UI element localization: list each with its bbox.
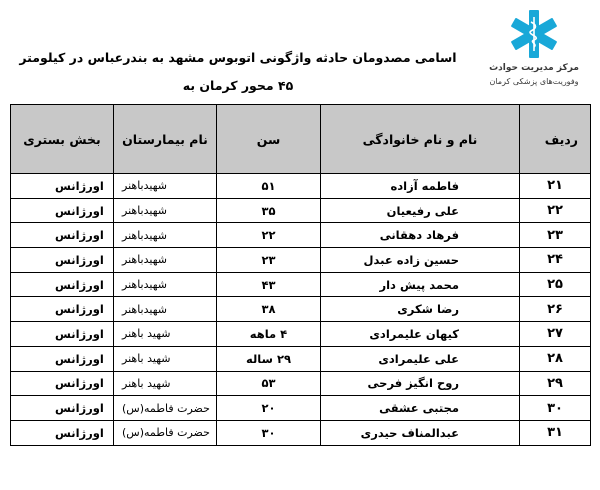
cell-hospital: شهیدباهنر (114, 272, 217, 297)
document-header (0, 0, 600, 104)
cell-age: ۴۳ (217, 272, 321, 297)
ems-logo (486, 8, 582, 100)
table-header-row (11, 105, 591, 174)
cell-department: اورژانس (11, 420, 114, 445)
cell-age: ۴ ماهه (217, 322, 321, 347)
cell-hospital: شهید باهنر (114, 322, 217, 347)
table-row (11, 223, 591, 248)
cell-name: مجتبی عشقی (321, 396, 520, 421)
cell-row-number: ۲۸ (520, 346, 591, 371)
logo-line-1: مرکز مدیریت حوادث (489, 63, 579, 73)
title-line-1: اسامی مصدومان حادثه واژگونی اتوبوس مشهد به بندرعباس در کیلومتر ۴۵ محور کرمان به (19, 50, 457, 93)
cell-name: علی علیمرادی (321, 346, 520, 371)
cell-hospital: شهیدباهنر (114, 248, 217, 273)
cell-age: ۲۳ (217, 248, 321, 273)
cell-department: اورژانس (11, 198, 114, 223)
table-row (11, 371, 591, 396)
cell-hospital: حضرت فاطمه(س) (114, 420, 217, 445)
table-row (11, 420, 591, 445)
cell-row-number: ۲۶ (520, 297, 591, 322)
column-header-hospital: نام بیمارستان (114, 105, 217, 174)
cell-age: ۳۵ (217, 198, 321, 223)
cell-row-number: ۳۰ (520, 396, 591, 421)
cell-age: ۲۹ ساله (217, 346, 321, 371)
cell-row-number: ۲۳ (520, 223, 591, 248)
table-body (11, 174, 591, 446)
injured-list-table (10, 104, 591, 446)
cell-age: ۳۰ (217, 420, 321, 445)
cell-name: علی رفیعیان (321, 198, 520, 223)
table-row (11, 272, 591, 297)
cell-name: فرهاد دهقانی (321, 223, 520, 248)
cell-hospital: شهیدباهنر (114, 223, 217, 248)
cell-name: کیهان علیمرادی (321, 322, 520, 347)
column-header-row-number: ردیف (520, 105, 591, 174)
star-of-life-icon (508, 8, 560, 60)
column-header-age: سن (217, 105, 321, 174)
cell-age: ۵۱ (217, 174, 321, 199)
cell-department: اورژانس (11, 248, 114, 273)
cell-age: ۲۲ (217, 223, 321, 248)
column-header-department: بخش بستری (11, 105, 114, 174)
cell-row-number: ۲۷ (520, 322, 591, 347)
cell-department: اورژانس (11, 322, 114, 347)
table-row (11, 174, 591, 199)
cell-row-number: ۲۲ (520, 198, 591, 223)
cell-row-number: ۳۱ (520, 420, 591, 445)
cell-department: اورژانس (11, 346, 114, 371)
cell-row-number: ۲۹ (520, 371, 591, 396)
cell-hospital: شهید باهنر (114, 346, 217, 371)
cell-row-number: ۲۵ (520, 272, 591, 297)
cell-hospital: شهیدباهنر (114, 174, 217, 199)
cell-name: روح انگیز فرحی (321, 371, 520, 396)
cell-department: اورژانس (11, 396, 114, 421)
logo-line-2: وفوریت‌های پزشکی کرمان (489, 77, 579, 86)
table-row (11, 396, 591, 421)
cell-name: محمد پیش دار (321, 272, 520, 297)
cell-department: اورژانس (11, 272, 114, 297)
cell-age: ۵۳ (217, 371, 321, 396)
cell-name: حسین زاده عبدل (321, 248, 520, 273)
cell-name: فاطمه آزاده (321, 174, 520, 199)
cell-department: اورژانس (11, 297, 114, 322)
table-row (11, 297, 591, 322)
table-row (11, 346, 591, 371)
cell-department: اورژانس (11, 223, 114, 248)
cell-department: اورژانس (11, 174, 114, 199)
cell-name: رضا شکری (321, 297, 520, 322)
cell-row-number: ۲۱ (520, 174, 591, 199)
table-row (11, 322, 591, 347)
cell-name: عبدالمناف حیدری (321, 420, 520, 445)
cell-hospital: شهید باهنر (114, 371, 217, 396)
cell-department: اورژانس (11, 371, 114, 396)
cell-hospital: شهیدباهنر (114, 198, 217, 223)
cell-hospital: شهیدباهنر (114, 297, 217, 322)
cell-age: ۳۸ (217, 297, 321, 322)
cell-age: ۲۰ (217, 396, 321, 421)
table-row (11, 198, 591, 223)
column-header-name: نام و نام خانوادگی (321, 105, 520, 174)
table-row (11, 248, 591, 273)
cell-row-number: ۲۴ (520, 248, 591, 273)
cell-hospital: حضرت فاطمه(س) (114, 396, 217, 421)
logo-caption (486, 62, 582, 88)
